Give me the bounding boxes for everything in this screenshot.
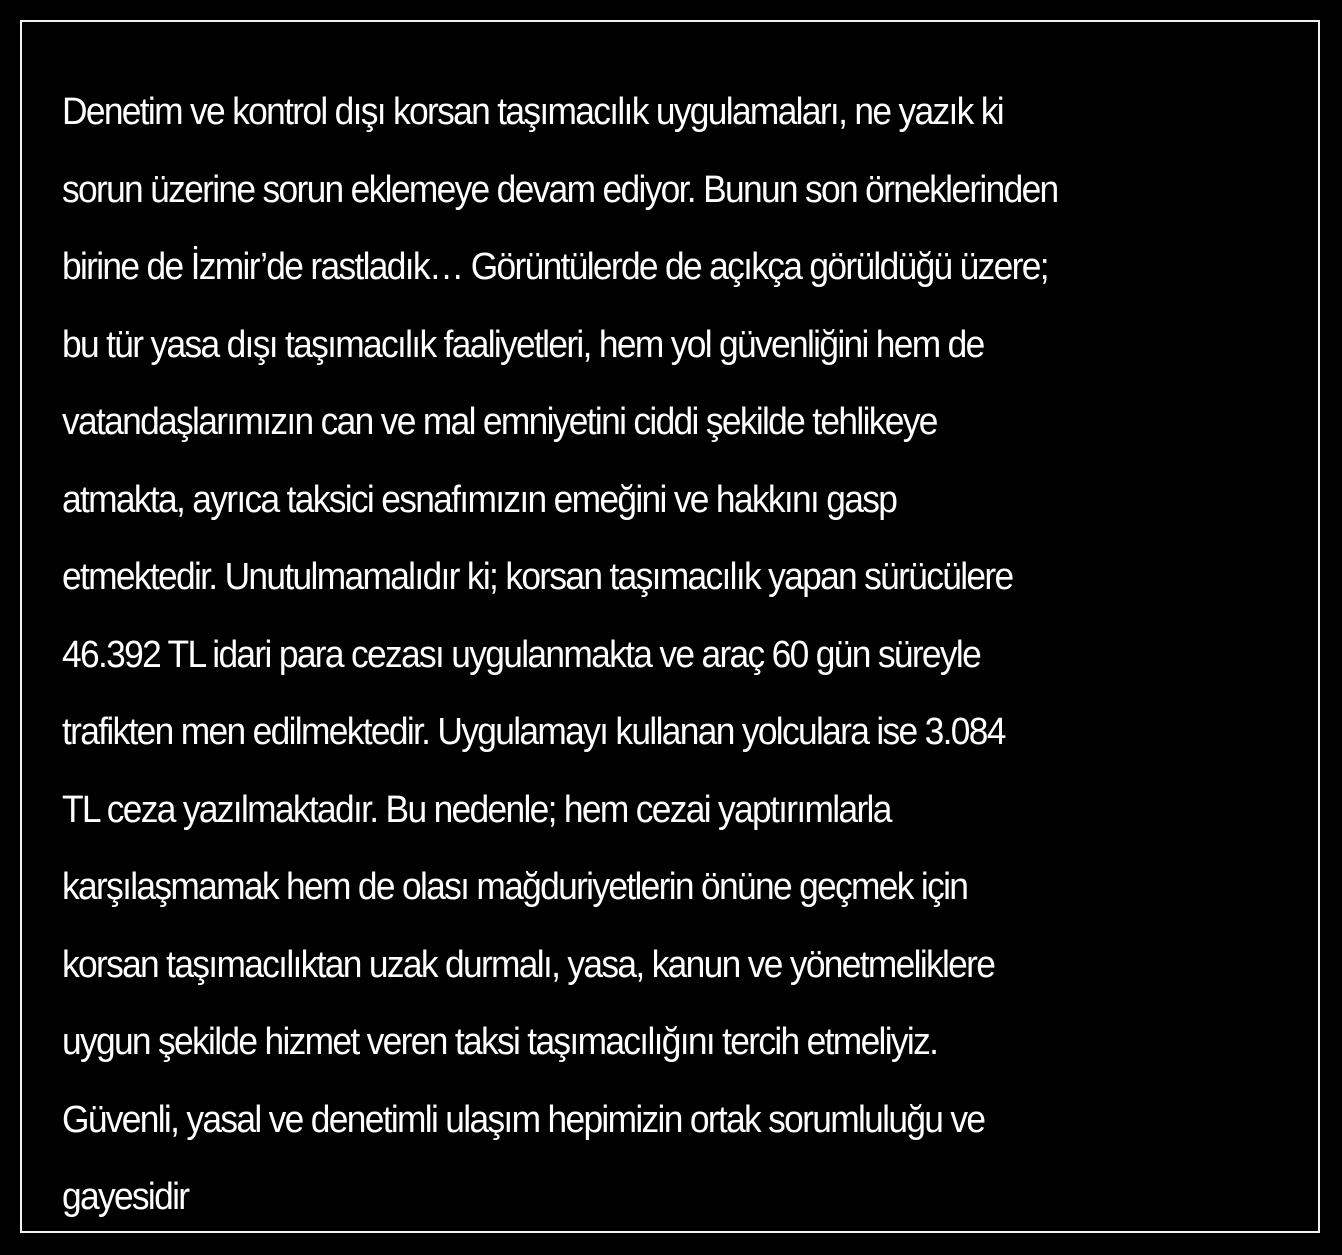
- paragraph-line: uygun şekilde hizmet veren taksi taşımacılığını tercih etmeliyiz.: [62, 1021, 938, 1063]
- paragraph-line: gayesidir: [62, 1176, 189, 1218]
- paragraph-line: atmakta, ayrıca taksici esnafımızın emeğini ve hakkını gasp: [62, 478, 897, 521]
- paragraph-line: etmektedir. Unutulmamalıdır ki; korsan taşımacılık yapan sürücülere: [62, 556, 1013, 598]
- paragraph-line: korsan taşımacılıktan uzak durmalı, yasa, kanun ve yönetmeliklere: [62, 943, 995, 986]
- paragraph-line: birine de İzmir’de rastladık… Görüntülerde de açıkça görüldüğü üzere;: [62, 246, 1048, 288]
- paragraph-line: vatandaşlarımızın can ve mal emniyetini ciddi şekilde tehlikeye: [62, 401, 937, 443]
- paragraph-line: karşılaşmamak hem de olası mağduriyetlerin önüne geçmek için: [62, 866, 968, 908]
- paragraph-line: bu tür yasa dışı taşımacılık faaliyetleri, hem yol güvenliğini hem de: [62, 323, 984, 366]
- paragraph-line: TL ceza yazılmaktadır. Bu nedenle; hem cezai yaptırımlarla: [62, 788, 891, 831]
- paragraph-line: Denetim ve kontrol dışı korsan taşımacılık uygulamaları, ne yazık ki: [62, 91, 1003, 133]
- announcement-paragraph: [62, 74, 1206, 1237]
- paragraph-line: Güvenli, yasal ve denetimli ulaşım hepimizin ortak sorumluluğu ve: [62, 1098, 985, 1141]
- paragraph-line: trafikten men edilmektedir. Uygulamayı kullanan yolculara ise 3.084: [62, 711, 1005, 753]
- paragraph-line: 46.392 TL idari para cezası uygulanmakta ve araç 60 gün süreyle: [62, 633, 981, 676]
- paragraph-line: sorun üzerine sorun eklemeye devam ediyor. Bunun son örneklerinden: [62, 168, 1058, 211]
